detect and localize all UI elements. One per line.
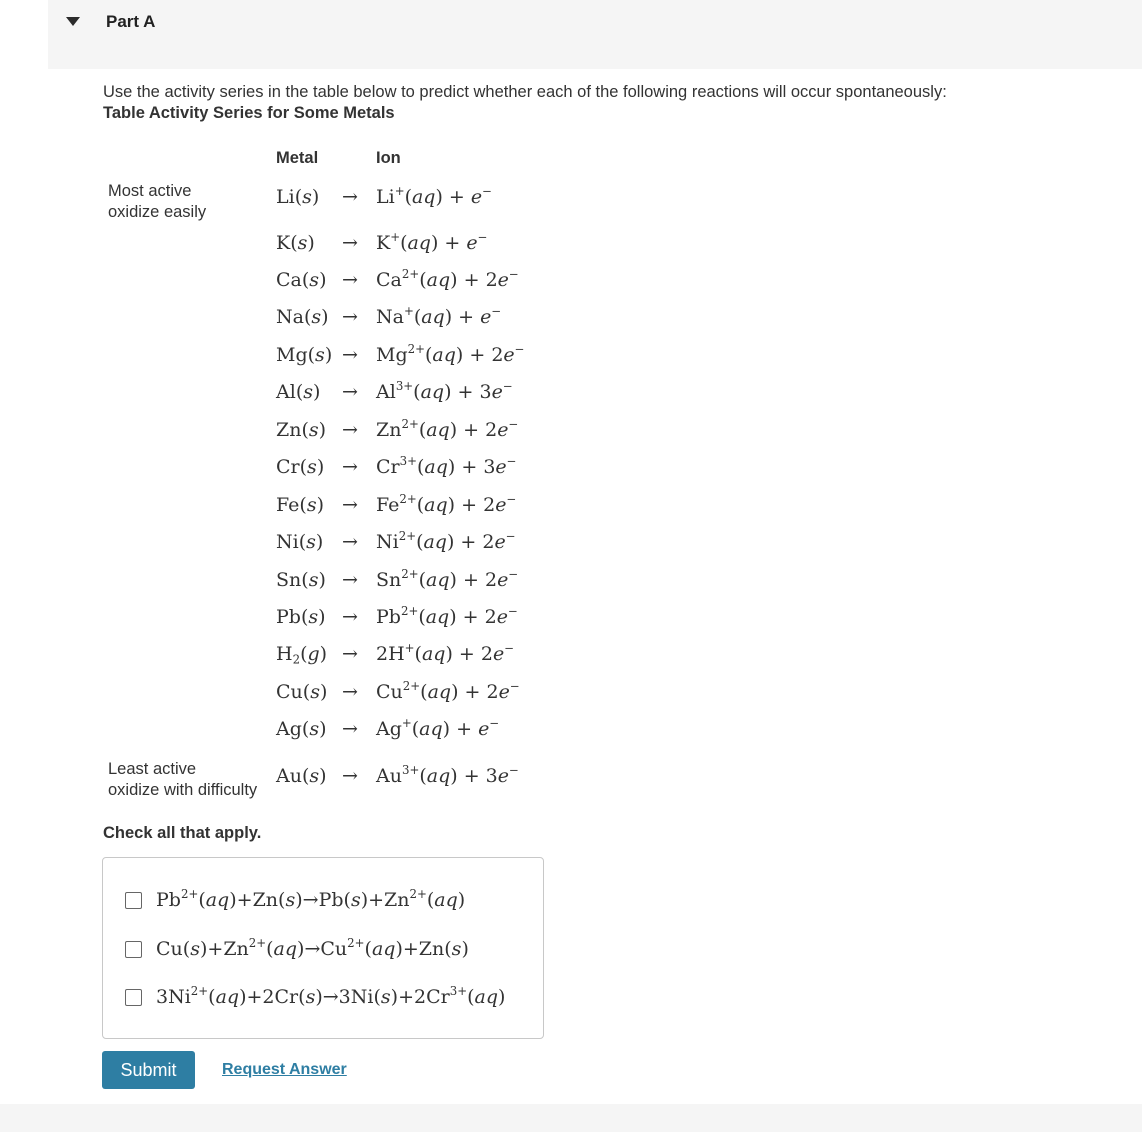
arrow-cell: → [342, 718, 358, 740]
option-2-text: $Cu(s)+Zn^{2+}(aq)\to Cu^{2+}(aq)+Zn(s)$ [156, 935, 469, 960]
option-3-text: $3Ni^{2+}(aq)+2Cr(s)\to 3Ni(s)+2Cr^{3+}(aq)$ [156, 983, 506, 1008]
part-title: Part A [106, 12, 156, 31]
arrow-cell: → [342, 494, 358, 516]
metal-cell: Al(s) [276, 381, 321, 403]
ion-cell: $Mg^{2+}(aq) + 2e^-$ [376, 341, 525, 366]
arrow-cell: → [342, 344, 358, 366]
metal-cell: Cr(s) [276, 456, 325, 478]
ion-cell: $Au^{3+}(aq) + 3e^-$ [376, 762, 519, 787]
option-2[interactable] [125, 934, 469, 964]
least-active-label: Least active oxidize with difficulty [108, 760, 258, 799]
metal-cell: Na(s) [276, 306, 329, 328]
ion-cell: $Cr^{3+}(aq) + 3e^-$ [376, 453, 517, 478]
ion-cell: Li+(aq) + e− [376, 183, 493, 208]
option-1-text: $Pb^{2+}(aq)+Zn(s)\to Pb(s)+Zn^{2+}(aq)$ [156, 886, 466, 911]
ion-cell: $Fe^{2+}(aq) + 2e^-$ [376, 491, 517, 516]
arrow-cell: → [342, 456, 358, 478]
metal-cell: Ni(s) [276, 531, 324, 553]
arrow-cell: → [342, 606, 358, 628]
option-1[interactable] [125, 885, 465, 915]
ion-cell: $Cu^{2+}(aq) + 2e^-$ [376, 678, 520, 703]
request-answer-link[interactable]: Request Answer [222, 1061, 347, 1078]
submit-button[interactable]: Submit [102, 1051, 195, 1089]
metal-cell: Ca(s) [276, 269, 327, 291]
footer-band [0, 1104, 1142, 1132]
ion-cell: $Zn^{2+}(aq) + 2e^-$ [376, 416, 519, 441]
option-3[interactable] [125, 982, 505, 1012]
arrow-cell: → [342, 419, 358, 441]
ion-cell: Na+(aq) + e− [376, 303, 502, 328]
arrow-cell: → [342, 306, 358, 328]
ion-cell: Ag+(aq) + e− [376, 715, 500, 740]
table-title: Table Activity Series for Some Metals [103, 104, 395, 122]
checkbox-option-3[interactable] [125, 989, 142, 1006]
arrow-cell: → [342, 381, 358, 403]
question-prompt: Use the activity series in the table below to predict whether each of the following reactions will occur spontaneously: [103, 83, 947, 101]
metal-cell: Ag(s) [276, 718, 327, 740]
most-active-label: Most active oxidize easily [108, 182, 207, 221]
metal-cell: Au(s) [276, 765, 327, 787]
metal-cell: K(s) [276, 232, 315, 254]
arrow-cell: → [342, 269, 358, 291]
ion-cell: $Ca^{2+}(aq) + 2e^-$ [376, 266, 519, 291]
ion-cell: K+(aq) + e− [376, 229, 488, 254]
checkbox-option-1[interactable] [125, 892, 142, 909]
metal-cell: Sn(s) [276, 569, 326, 591]
check-all-instruction: Check all that apply. [103, 824, 262, 842]
answer-options-box [102, 857, 544, 1039]
ion-cell: $Pb^{2+}(aq) + 2e^-$ [376, 603, 518, 628]
ion-cell: $Ni^{2+}(aq) + 2e^-$ [376, 528, 516, 553]
arrow-cell: → [342, 765, 358, 787]
ion-cell: 2H+(aq) + 2e− [376, 640, 515, 665]
metal-cell: Pb(s) [276, 606, 326, 628]
arrow-cell: → [342, 681, 358, 703]
metal-cell: Fe(s) [276, 494, 324, 516]
checkbox-option-2[interactable] [125, 941, 142, 958]
metal-cell: Mg(s) [276, 344, 333, 366]
ion-cell: $Al^{3+}(aq) + 3e^-$ [376, 378, 513, 403]
metal-cell: Li(s) [276, 186, 320, 208]
part-header[interactable] [48, 0, 1142, 69]
metal-cell: Cu(s) [276, 681, 328, 703]
collapse-caret-icon[interactable] [66, 17, 80, 26]
ion-cell: $Sn^{2+}(aq) + 2e^-$ [376, 566, 519, 591]
arrow-cell: → [342, 643, 358, 665]
metal-cell: $H_2(g)$ [276, 643, 328, 667]
arrow-cell: → [342, 531, 358, 553]
arrow-cell: → [342, 569, 358, 591]
arrow-cell: → [342, 186, 358, 208]
column-header-ion: Ion [376, 149, 401, 167]
arrow-cell: → [342, 232, 358, 254]
metal-cell: Zn(s) [276, 419, 327, 441]
column-header-metal: Metal [276, 149, 319, 167]
